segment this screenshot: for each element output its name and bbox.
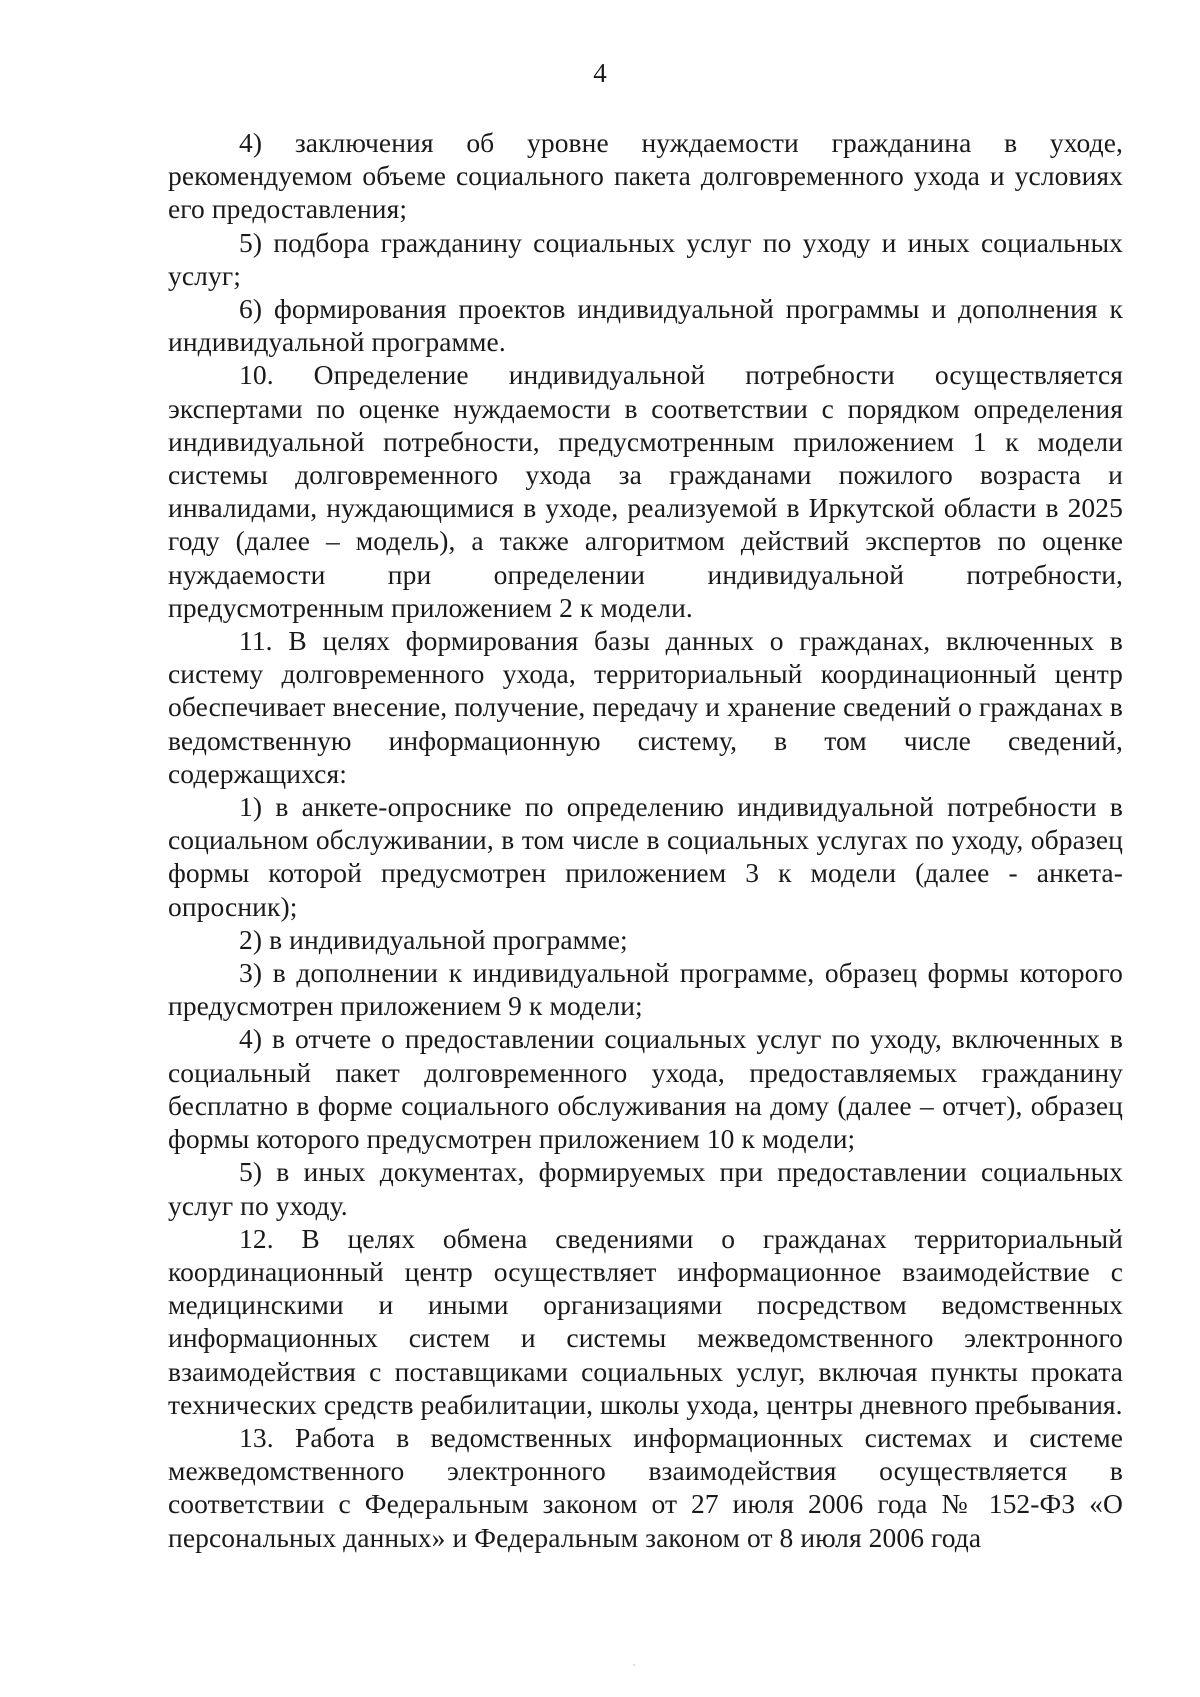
paragraph-clause-13: 13. Работа в ведомственных информационных системах и системе межведомственного электронного взаимодействия осуществляется в соответствии с Федеральным законом от 27 июля 2006 года № 152-ФЗ «О персональных данных» и Федеральным законом от 8 июля 2006 года (168, 1421, 1123, 1553)
page-number: 4 (593, 58, 607, 88)
paragraph-item-4-conclusion: 4) заключения об уровне нуждаемости гражданина в уходе, рекомендуемом объеме социального пакета долговременного ухода и условиях его предоставления; (168, 127, 1123, 225)
paragraph-item-2-program: 2) в индивидуальной программе; (239, 923, 628, 955)
paragraph-item-5-other-documents: 5) в иных документах, формируемых при предоставлении социальных услуг по уходу. (168, 1156, 1123, 1221)
paragraph-item-5-selection: 5) подбора гражданину социальных услуг по уходу и иных социальных услуг; (168, 226, 1123, 291)
document-body (168, 126, 1123, 1554)
paragraph-clause-10: 10. Определение индивидуальной потребности осуществляется экспертами по оценке нуждаемости в соответствии с порядком определения индивидуальной потребности, предусмотренным приложением 1 к модели системы долговременного ухода за гражданами пожилого возраста и инвалидами, нуждающимися в уходе, реализуемой в Иркутской области в 2025 году (далее – модель), а также алгоритмом действий экспертов по оценке нуждаемости при определении индивидуальной потребности, предусмотренным приложением 2 к модели. (168, 359, 1123, 623)
paragraph-clause-12: 12. В целях обмена сведениями о гражданах территориальный координационный центр осуществляет информационное взаимодействие с медицинскими и иными организациями посредством ведомственных информационных систем и системы межведомственного электронного взаимодействия с поставщиками социальных услуг, включая пункты проката технических средств реабилитации, школы ухода, центры дневного пребывания. (168, 1222, 1123, 1420)
paragraph-item-4-report: 4) в отчете о предоставлении социальных услуг по уходу, включенных в социальный пакет долговременного ухода, предоставляемых гражданину бесплатно в форме социального обслуживания на дому (далее – отчет), образец формы которого предусмотрен приложением 10 к модели; (168, 1023, 1123, 1155)
paragraph-item-1-questionnaire: 1) в анкете-опроснике по определению индивидуальной потребности в социальном обслуживании, в том числе в социальных услугах по уходу, образец формы которой предусмотрен приложением 3 к модели (далее - анкета-опросник); (168, 791, 1123, 922)
paragraph-clause-11: 11. В целях формирования базы данных о гражданах, включенных в систему долговременного ухода, территориальный координационный центр обеспечивает внесение, получение, передачу и хранение сведений о гражданах в ведомственную информационную систему, в том числе сведений, содержащихся: (168, 625, 1124, 789)
paragraph-item-6-drafting: 6) формирования проектов индивидуальной программы и дополнения к индивидуальной программе. (168, 293, 1123, 358)
paragraph-item-3-addendum: 3) в дополнении к индивидуальной программе, образец формы которого предусмотрен приложением 9 к модели; (168, 957, 1123, 1022)
scan-speck (633, 1664, 635, 1666)
